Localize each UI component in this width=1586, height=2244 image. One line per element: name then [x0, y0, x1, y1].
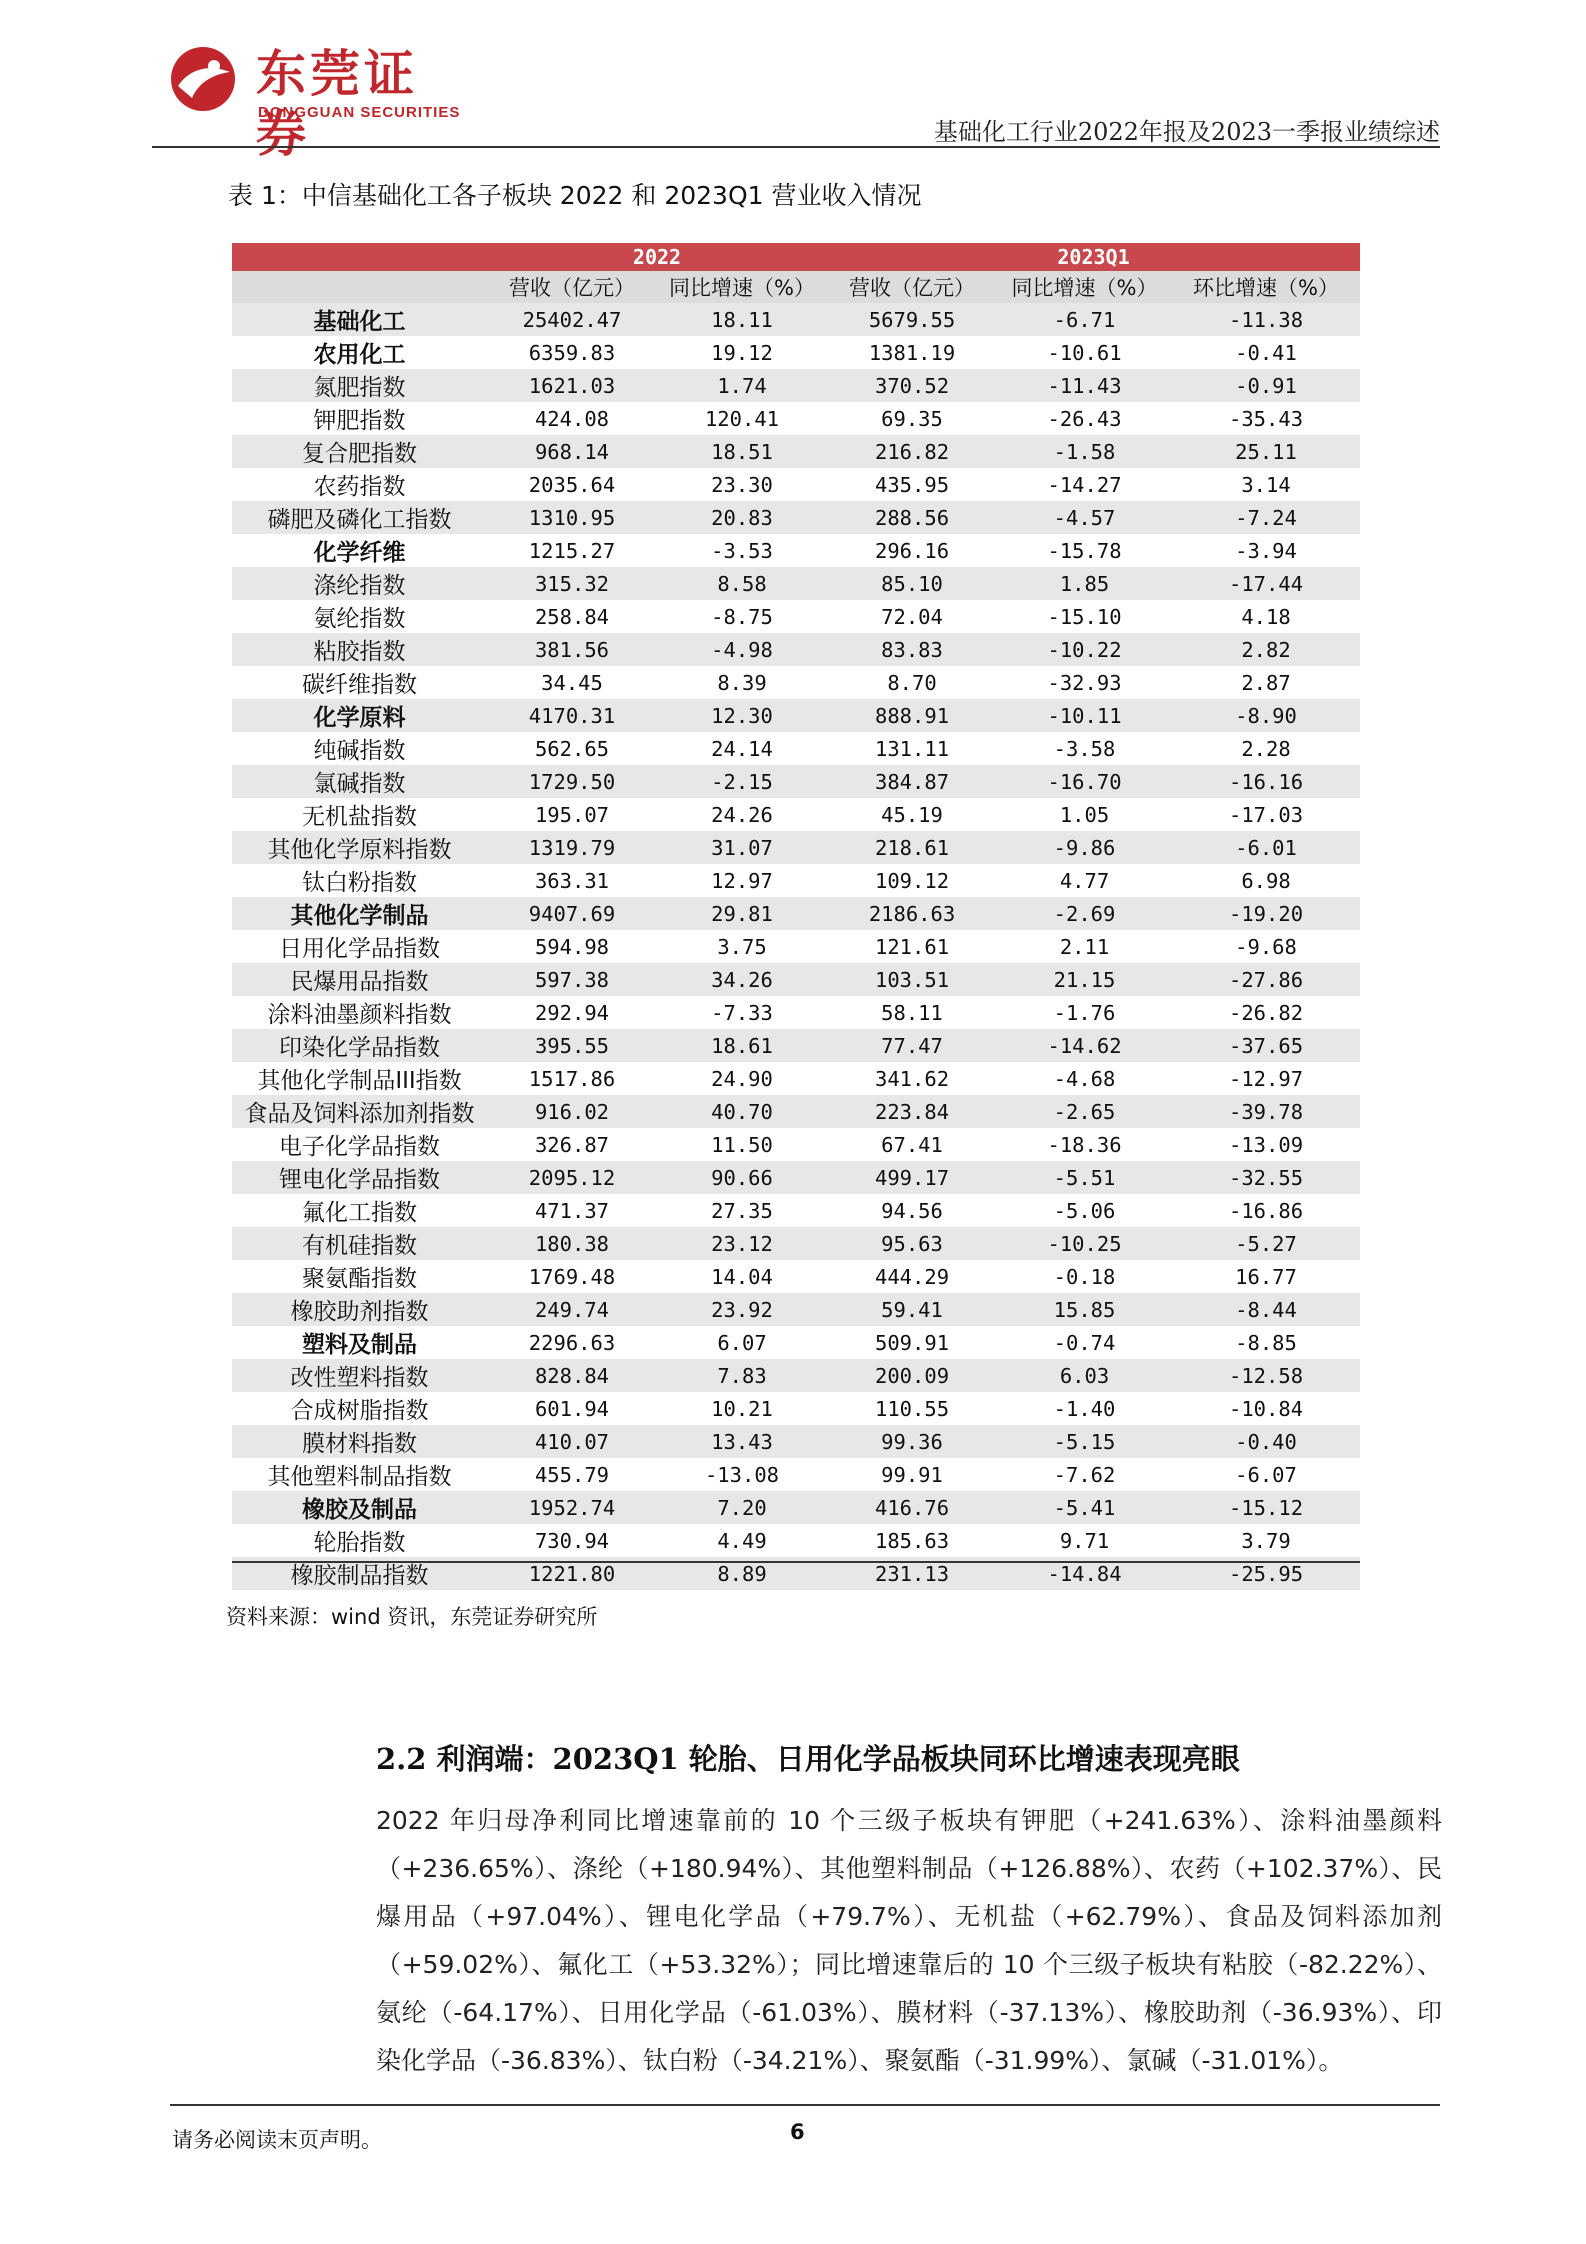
- cell-qoq-2023q1: -5.27: [1172, 1227, 1360, 1260]
- cell-qoq-2023q1: 4.18: [1172, 600, 1360, 633]
- cell-yoy-2022: 1.74: [657, 369, 827, 402]
- cell-qoq-2023q1: 3.14: [1172, 468, 1360, 501]
- cell-revenue-2023q1: 384.87: [827, 765, 997, 798]
- table-row: [232, 1425, 1360, 1458]
- cell-revenue-2023q1: 121.61: [827, 930, 997, 963]
- table-row: [232, 633, 1360, 666]
- row-label: 轮胎指数: [232, 1524, 487, 1557]
- cell-revenue-2023q1: 67.41: [827, 1128, 997, 1161]
- cell-revenue-2023q1: 72.04: [827, 600, 997, 633]
- cell-revenue-2022: 381.56: [487, 633, 657, 666]
- cell-yoy-2022: 8.89: [657, 1557, 827, 1590]
- cell-revenue-2023q1: 99.36: [827, 1425, 997, 1458]
- cell-qoq-2023q1: -13.09: [1172, 1128, 1360, 1161]
- cell-revenue-2023q1: 83.83: [827, 633, 997, 666]
- cell-yoy-2023q1: -5.15: [997, 1425, 1172, 1458]
- cell-yoy-2023q1: -7.62: [997, 1458, 1172, 1491]
- cell-yoy-2022: 29.81: [657, 897, 827, 930]
- table-row: [232, 1161, 1360, 1194]
- cell-revenue-2023q1: 99.91: [827, 1458, 997, 1491]
- cell-revenue-2022: 1319.79: [487, 831, 657, 864]
- cell-yoy-2022: 24.26: [657, 798, 827, 831]
- table-row: [232, 1293, 1360, 1326]
- group-header-blank: [232, 243, 487, 271]
- row-label: 民爆用品指数: [232, 963, 487, 996]
- cell-yoy-2023q1: -1.76: [997, 996, 1172, 1029]
- table-row: [232, 1029, 1360, 1062]
- cell-qoq-2023q1: 25.11: [1172, 435, 1360, 468]
- cell-qoq-2023q1: -0.41: [1172, 336, 1360, 369]
- brand-name-en: DONGGUAN SECURITIES: [258, 104, 461, 121]
- col-header-yoy-2023q1: 同比增速（%）: [997, 271, 1172, 303]
- table-row: [232, 1524, 1360, 1557]
- table-row: [232, 732, 1360, 765]
- cell-yoy-2022: 27.35: [657, 1194, 827, 1227]
- row-label: 纯碱指数: [232, 732, 487, 765]
- header-divider: [152, 146, 1440, 148]
- cell-qoq-2023q1: -39.78: [1172, 1095, 1360, 1128]
- cell-revenue-2022: 1729.50: [487, 765, 657, 798]
- cell-revenue-2023q1: 85.10: [827, 567, 997, 600]
- cell-qoq-2023q1: -0.91: [1172, 369, 1360, 402]
- cell-revenue-2022: 315.32: [487, 567, 657, 600]
- cell-revenue-2023q1: 185.63: [827, 1524, 997, 1557]
- row-label: 钾肥指数: [232, 402, 487, 435]
- cell-revenue-2023q1: 218.61: [827, 831, 997, 864]
- table-row: [232, 1326, 1360, 1359]
- cell-revenue-2023q1: 69.35: [827, 402, 997, 435]
- table-row: [232, 303, 1360, 336]
- row-label: 橡胶及制品: [232, 1491, 487, 1524]
- table-row: [232, 864, 1360, 897]
- table-row: [232, 963, 1360, 996]
- cell-yoy-2023q1: -14.84: [997, 1557, 1172, 1590]
- cell-revenue-2022: 34.45: [487, 666, 657, 699]
- cell-revenue-2022: 395.55: [487, 1029, 657, 1062]
- group-header-2023q1: 2023Q1: [827, 243, 1360, 271]
- table-row: [232, 1227, 1360, 1260]
- cell-revenue-2023q1: 435.95: [827, 468, 997, 501]
- cell-qoq-2023q1: -3.94: [1172, 534, 1360, 567]
- table-row: [232, 1194, 1360, 1227]
- cell-yoy-2023q1: -5.41: [997, 1491, 1172, 1524]
- row-label: 其他化学原料指数: [232, 831, 487, 864]
- cell-qoq-2023q1: -17.03: [1172, 798, 1360, 831]
- row-label: 有机硅指数: [232, 1227, 487, 1260]
- row-label: 聚氨酯指数: [232, 1260, 487, 1293]
- cell-revenue-2022: 2035.64: [487, 468, 657, 501]
- cell-yoy-2022: 3.75: [657, 930, 827, 963]
- cell-qoq-2023q1: -8.44: [1172, 1293, 1360, 1326]
- table-row: [232, 996, 1360, 1029]
- cell-revenue-2022: 195.07: [487, 798, 657, 831]
- table-row: [232, 501, 1360, 534]
- table-row: [232, 897, 1360, 930]
- cell-revenue-2022: 1310.95: [487, 501, 657, 534]
- table-row: [232, 435, 1360, 468]
- row-label: 涂料油墨颜料指数: [232, 996, 487, 1029]
- table-row: [232, 369, 1360, 402]
- table-row: [232, 534, 1360, 567]
- table-row: [232, 336, 1360, 369]
- cell-qoq-2023q1: -32.55: [1172, 1161, 1360, 1194]
- revenue-table: [232, 243, 1360, 1590]
- cell-revenue-2022: 6359.83: [487, 336, 657, 369]
- cell-yoy-2022: 11.50: [657, 1128, 827, 1161]
- row-label: 粘胶指数: [232, 633, 487, 666]
- row-label: 橡胶助剂指数: [232, 1293, 487, 1326]
- row-label: 涤纶指数: [232, 567, 487, 600]
- cell-yoy-2022: 7.83: [657, 1359, 827, 1392]
- cell-yoy-2023q1: -0.18: [997, 1260, 1172, 1293]
- cell-revenue-2023q1: 499.17: [827, 1161, 997, 1194]
- table-row: [232, 600, 1360, 633]
- table-row: [232, 699, 1360, 732]
- row-label: 磷肥及磷化工指数: [232, 501, 487, 534]
- cell-yoy-2022: 18.61: [657, 1029, 827, 1062]
- cell-yoy-2023q1: -1.40: [997, 1392, 1172, 1425]
- row-label: 膜材料指数: [232, 1425, 487, 1458]
- table-row: [232, 1260, 1360, 1293]
- cell-qoq-2023q1: 2.87: [1172, 666, 1360, 699]
- cell-revenue-2023q1: 200.09: [827, 1359, 997, 1392]
- row-label: 橡胶制品指数: [232, 1557, 487, 1590]
- cell-yoy-2022: 14.04: [657, 1260, 827, 1293]
- cell-qoq-2023q1: 16.77: [1172, 1260, 1360, 1293]
- cell-yoy-2023q1: -15.78: [997, 534, 1172, 567]
- section-paragraph: 2022 年归母净利同比增速靠前的 10 个三级子板块有钾肥（+241.63%）、涂料油墨颜料（+236.65%）、涤纶（+180.94%）、其他塑料制品（+126.88%）、农药（+102.37%）、民爆用品（+97.04%）、锂电化学品（+79.7%）、无机盐（+62.79%）、食品及饲料添加剂（+59.02%）、氟化工（+53.32%）；同比增速靠后的 10 个三级子板块有粘胶（-82.22%）、氨纶（-64.17%）、日用化学品（-61.03%）、膜材料（-37.13%）、橡胶助剂（-36.93%）、印染化学品（-36.83%）、钛白粉（-34.21%）、聚氨酯（-31.99%）、氯碱（-31.01%）。: [376, 1806, 1442, 2075]
- cell-yoy-2022: 24.90: [657, 1062, 827, 1095]
- table-row: [232, 666, 1360, 699]
- cell-yoy-2023q1: -14.62: [997, 1029, 1172, 1062]
- cell-qoq-2023q1: 6.98: [1172, 864, 1360, 897]
- cell-yoy-2022: 19.12: [657, 336, 827, 369]
- cell-revenue-2023q1: 341.62: [827, 1062, 997, 1095]
- cell-yoy-2023q1: 2.11: [997, 930, 1172, 963]
- cell-revenue-2023q1: 288.56: [827, 501, 997, 534]
- cell-revenue-2023q1: 58.11: [827, 996, 997, 1029]
- cell-revenue-2022: 4170.31: [487, 699, 657, 732]
- page-number: 6: [790, 2120, 805, 2144]
- table-caption: 表 1：中信基础化工各子板块 2022 和 2023Q1 营业收入情况: [228, 181, 922, 210]
- table-row: [232, 1392, 1360, 1425]
- cell-yoy-2022: 90.66: [657, 1161, 827, 1194]
- row-label: 农药指数: [232, 468, 487, 501]
- cell-yoy-2023q1: 1.85: [997, 567, 1172, 600]
- cell-yoy-2022: 7.20: [657, 1491, 827, 1524]
- cell-revenue-2023q1: 370.52: [827, 369, 997, 402]
- table-body: [232, 303, 1360, 1590]
- row-label: 锂电化学品指数: [232, 1161, 487, 1194]
- cell-revenue-2022: 471.37: [487, 1194, 657, 1227]
- col-header-name: [232, 271, 487, 303]
- col-header-revenue-2022: 营收（亿元）: [487, 271, 657, 303]
- cell-yoy-2023q1: -2.69: [997, 897, 1172, 930]
- cell-revenue-2022: 326.87: [487, 1128, 657, 1161]
- cell-yoy-2023q1: -4.68: [997, 1062, 1172, 1095]
- cell-yoy-2022: 40.70: [657, 1095, 827, 1128]
- cell-revenue-2022: 2095.12: [487, 1161, 657, 1194]
- cell-revenue-2023q1: 59.41: [827, 1293, 997, 1326]
- cell-revenue-2022: 730.94: [487, 1524, 657, 1557]
- cell-qoq-2023q1: -37.65: [1172, 1029, 1360, 1062]
- cell-revenue-2022: 562.65: [487, 732, 657, 765]
- cell-qoq-2023q1: -35.43: [1172, 402, 1360, 435]
- cell-yoy-2022: 20.83: [657, 501, 827, 534]
- cell-yoy-2022: 12.97: [657, 864, 827, 897]
- cell-revenue-2022: 25402.47: [487, 303, 657, 336]
- cell-qoq-2023q1: 2.28: [1172, 732, 1360, 765]
- cell-revenue-2023q1: 131.11: [827, 732, 997, 765]
- cell-yoy-2023q1: 6.03: [997, 1359, 1172, 1392]
- row-label: 化学原料: [232, 699, 487, 732]
- cell-yoy-2023q1: 9.71: [997, 1524, 1172, 1557]
- cell-qoq-2023q1: -0.40: [1172, 1425, 1360, 1458]
- cell-qoq-2023q1: -6.01: [1172, 831, 1360, 864]
- cell-yoy-2023q1: -6.71: [997, 303, 1172, 336]
- cell-yoy-2023q1: -18.36: [997, 1128, 1172, 1161]
- cell-revenue-2022: 1621.03: [487, 369, 657, 402]
- cell-yoy-2022: 13.43: [657, 1425, 827, 1458]
- cell-yoy-2023q1: 21.15: [997, 963, 1172, 996]
- cell-yoy-2022: -13.08: [657, 1458, 827, 1491]
- cell-qoq-2023q1: 3.79: [1172, 1524, 1360, 1557]
- cell-revenue-2022: 363.31: [487, 864, 657, 897]
- table-row: [232, 798, 1360, 831]
- cell-revenue-2022: 968.14: [487, 435, 657, 468]
- row-label: 塑料及制品: [232, 1326, 487, 1359]
- cell-qoq-2023q1: -16.16: [1172, 765, 1360, 798]
- cell-yoy-2022: 24.14: [657, 732, 827, 765]
- section-heading: 2.2 利润端：2023Q1 轮胎、日用化学品板块同环比增速表现亮眼: [376, 1742, 1240, 1776]
- cell-yoy-2022: 12.30: [657, 699, 827, 732]
- cell-revenue-2022: 597.38: [487, 963, 657, 996]
- cell-yoy-2022: -7.33: [657, 996, 827, 1029]
- cell-revenue-2022: 249.74: [487, 1293, 657, 1326]
- table-row: [232, 1095, 1360, 1128]
- cell-qoq-2023q1: -6.07: [1172, 1458, 1360, 1491]
- cell-qoq-2023q1: -15.12: [1172, 1491, 1360, 1524]
- col-header-yoy-2022: 同比增速（%）: [657, 271, 827, 303]
- cell-qoq-2023q1: -17.44: [1172, 567, 1360, 600]
- cell-revenue-2023q1: 223.84: [827, 1095, 997, 1128]
- row-label: 基础化工: [232, 303, 487, 336]
- cell-qoq-2023q1: -8.85: [1172, 1326, 1360, 1359]
- cell-revenue-2022: 1769.48: [487, 1260, 657, 1293]
- cell-yoy-2022: -8.75: [657, 600, 827, 633]
- logo: [170, 42, 470, 163]
- cell-revenue-2023q1: 94.56: [827, 1194, 997, 1227]
- table-row: [232, 1491, 1360, 1524]
- cell-qoq-2023q1: -26.82: [1172, 996, 1360, 1029]
- cell-revenue-2023q1: 1381.19: [827, 336, 997, 369]
- row-label: 钛白粉指数: [232, 864, 487, 897]
- table-row: [232, 1128, 1360, 1161]
- table-row: [232, 1458, 1360, 1491]
- cell-revenue-2023q1: 95.63: [827, 1227, 997, 1260]
- cell-qoq-2023q1: -19.20: [1172, 897, 1360, 930]
- cell-revenue-2022: 916.02: [487, 1095, 657, 1128]
- cell-yoy-2023q1: -10.22: [997, 633, 1172, 666]
- cell-revenue-2023q1: 509.91: [827, 1326, 997, 1359]
- cell-revenue-2023q1: 45.19: [827, 798, 997, 831]
- cell-yoy-2023q1: -10.25: [997, 1227, 1172, 1260]
- table-source: 资料来源：wind 资讯，东莞证券研究所: [226, 1605, 598, 1629]
- cell-qoq-2023q1: -12.97: [1172, 1062, 1360, 1095]
- cell-yoy-2022: 120.41: [657, 402, 827, 435]
- cell-yoy-2022: 34.26: [657, 963, 827, 996]
- cell-revenue-2023q1: 296.16: [827, 534, 997, 567]
- cell-yoy-2022: 8.58: [657, 567, 827, 600]
- cell-yoy-2023q1: -3.58: [997, 732, 1172, 765]
- table-bottom-rule: [232, 1561, 1360, 1563]
- cell-qoq-2023q1: 2.82: [1172, 633, 1360, 666]
- row-label: 日用化学品指数: [232, 930, 487, 963]
- cell-yoy-2023q1: -15.10: [997, 600, 1172, 633]
- table-row: [232, 831, 1360, 864]
- cell-yoy-2023q1: -32.93: [997, 666, 1172, 699]
- cell-revenue-2023q1: 5679.55: [827, 303, 997, 336]
- cell-yoy-2022: 8.39: [657, 666, 827, 699]
- cell-yoy-2022: 6.07: [657, 1326, 827, 1359]
- cell-revenue-2022: 1517.86: [487, 1062, 657, 1095]
- table-group-header: [232, 243, 1360, 271]
- row-label: 氮肥指数: [232, 369, 487, 402]
- row-label: 改性塑料指数: [232, 1359, 487, 1392]
- table-row: [232, 1359, 1360, 1392]
- cell-revenue-2023q1: 444.29: [827, 1260, 997, 1293]
- cell-yoy-2023q1: -14.27: [997, 468, 1172, 501]
- table-row: [232, 567, 1360, 600]
- cell-yoy-2022: 10.21: [657, 1392, 827, 1425]
- cell-yoy-2022: 4.49: [657, 1524, 827, 1557]
- cell-revenue-2023q1: 103.51: [827, 963, 997, 996]
- cell-yoy-2022: -3.53: [657, 534, 827, 567]
- logo-mark-icon: [170, 46, 236, 112]
- cell-yoy-2022: 18.51: [657, 435, 827, 468]
- table-row: [232, 468, 1360, 501]
- cell-revenue-2022: 180.38: [487, 1227, 657, 1260]
- col-header-revenue-2023q1: 营收（亿元）: [827, 271, 997, 303]
- cell-revenue-2022: 1221.80: [487, 1557, 657, 1590]
- cell-yoy-2023q1: -0.74: [997, 1326, 1172, 1359]
- cell-yoy-2023q1: -5.51: [997, 1161, 1172, 1194]
- cell-yoy-2023q1: -4.57: [997, 501, 1172, 534]
- cell-revenue-2022: 1952.74: [487, 1491, 657, 1524]
- cell-qoq-2023q1: -9.68: [1172, 930, 1360, 963]
- cell-revenue-2022: 455.79: [487, 1458, 657, 1491]
- cell-revenue-2022: 1215.27: [487, 534, 657, 567]
- cell-qoq-2023q1: -27.86: [1172, 963, 1360, 996]
- table-row: [232, 930, 1360, 963]
- footer-divider: [170, 2104, 1440, 2106]
- cell-yoy-2023q1: -5.06: [997, 1194, 1172, 1227]
- cell-yoy-2022: 23.92: [657, 1293, 827, 1326]
- cell-yoy-2023q1: 4.77: [997, 864, 1172, 897]
- cell-revenue-2022: 594.98: [487, 930, 657, 963]
- cell-revenue-2022: 828.84: [487, 1359, 657, 1392]
- cell-yoy-2023q1: -10.11: [997, 699, 1172, 732]
- row-label: 电子化学品指数: [232, 1128, 487, 1161]
- cell-yoy-2023q1: -2.65: [997, 1095, 1172, 1128]
- row-label: 农用化工: [232, 336, 487, 369]
- row-label: 氯碱指数: [232, 765, 487, 798]
- row-label: 食品及饲料添加剂指数: [232, 1095, 487, 1128]
- cell-qoq-2023q1: -8.90: [1172, 699, 1360, 732]
- table-row: [232, 402, 1360, 435]
- row-label: 氨纶指数: [232, 600, 487, 633]
- cell-yoy-2022: 18.11: [657, 303, 827, 336]
- cell-yoy-2022: -4.98: [657, 633, 827, 666]
- cell-revenue-2022: 258.84: [487, 600, 657, 633]
- row-label: 合成树脂指数: [232, 1392, 487, 1425]
- cell-qoq-2023q1: -25.95: [1172, 1557, 1360, 1590]
- cell-yoy-2022: 23.12: [657, 1227, 827, 1260]
- cell-revenue-2023q1: 77.47: [827, 1029, 997, 1062]
- row-label: 化学纤维: [232, 534, 487, 567]
- cell-revenue-2022: 410.07: [487, 1425, 657, 1458]
- row-label: 其他塑料制品指数: [232, 1458, 487, 1491]
- row-label: 印染化学品指数: [232, 1029, 487, 1062]
- cell-qoq-2023q1: -7.24: [1172, 501, 1360, 534]
- cell-yoy-2023q1: -11.43: [997, 369, 1172, 402]
- brand-name-cn: 东莞证券: [256, 44, 418, 163]
- table-row: [232, 1062, 1360, 1095]
- cell-qoq-2023q1: -11.38: [1172, 303, 1360, 336]
- row-label: 其他化学制品III指数: [232, 1062, 487, 1095]
- cell-revenue-2023q1: 110.55: [827, 1392, 997, 1425]
- footer-disclaimer: 请务必阅读末页声明。: [172, 2128, 382, 2152]
- cell-revenue-2022: 292.94: [487, 996, 657, 1029]
- cell-yoy-2023q1: -1.58: [997, 435, 1172, 468]
- row-label: 无机盐指数: [232, 798, 487, 831]
- cell-yoy-2023q1: 1.05: [997, 798, 1172, 831]
- table-row: [232, 765, 1360, 798]
- col-header-qoq-2023q1: 环比增速（%）: [1172, 271, 1360, 303]
- cell-yoy-2023q1: -9.86: [997, 831, 1172, 864]
- cell-revenue-2023q1: 888.91: [827, 699, 997, 732]
- cell-revenue-2023q1: 2186.63: [827, 897, 997, 930]
- cell-yoy-2023q1: 15.85: [997, 1293, 1172, 1326]
- cell-yoy-2023q1: -26.43: [997, 402, 1172, 435]
- cell-yoy-2023q1: -16.70: [997, 765, 1172, 798]
- group-header-2022: 2022: [487, 243, 827, 271]
- cell-yoy-2023q1: -10.61: [997, 336, 1172, 369]
- cell-revenue-2022: 9407.69: [487, 897, 657, 930]
- table-column-header: [232, 271, 1360, 303]
- cell-revenue-2022: 424.08: [487, 402, 657, 435]
- cell-yoy-2022: -2.15: [657, 765, 827, 798]
- cell-yoy-2022: 23.30: [657, 468, 827, 501]
- document-title: 基础化工行业2022年报及2023一季报业绩综述: [933, 118, 1440, 146]
- cell-qoq-2023q1: -10.84: [1172, 1392, 1360, 1425]
- cell-revenue-2023q1: 8.70: [827, 666, 997, 699]
- row-label: 其他化学制品: [232, 897, 487, 930]
- row-label: 氟化工指数: [232, 1194, 487, 1227]
- cell-qoq-2023q1: -12.58: [1172, 1359, 1360, 1392]
- row-label: 复合肥指数: [232, 435, 487, 468]
- cell-revenue-2023q1: 416.76: [827, 1491, 997, 1524]
- cell-revenue-2023q1: 109.12: [827, 864, 997, 897]
- cell-qoq-2023q1: -16.86: [1172, 1194, 1360, 1227]
- cell-revenue-2022: 2296.63: [487, 1326, 657, 1359]
- cell-revenue-2023q1: 231.13: [827, 1557, 997, 1590]
- cell-revenue-2023q1: 216.82: [827, 435, 997, 468]
- cell-revenue-2022: 601.94: [487, 1392, 657, 1425]
- row-label: 碳纤维指数: [232, 666, 487, 699]
- cell-yoy-2022: 31.07: [657, 831, 827, 864]
